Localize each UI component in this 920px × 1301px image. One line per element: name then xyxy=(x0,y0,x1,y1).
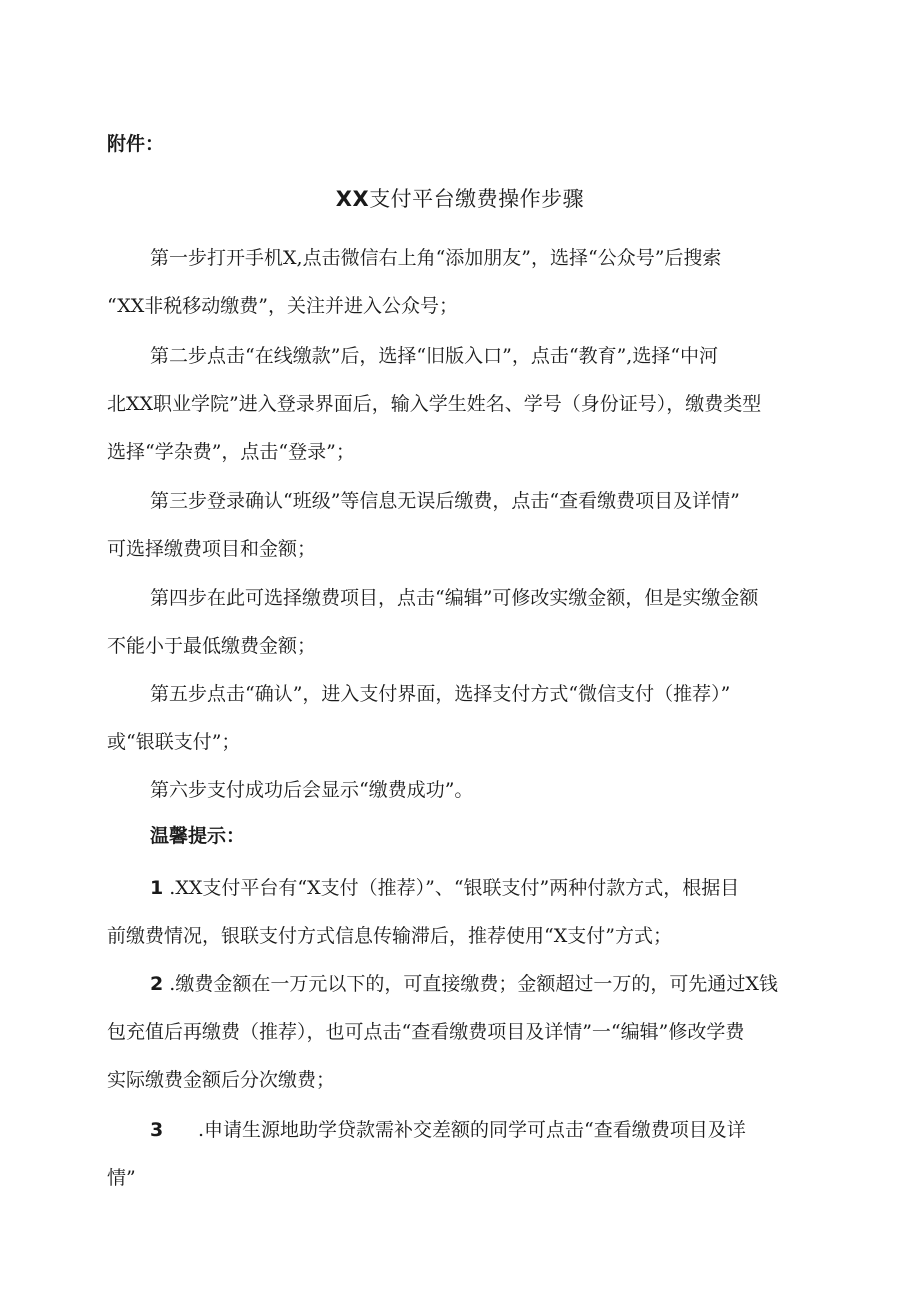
title-text: 支付平台缴费操作步骤 xyxy=(369,187,585,211)
tip-text: .申请生源地助学贷款需补交差额的同学可点击“查看缴费项目及详 xyxy=(198,1119,746,1141)
step-line: 第四步在此可选择缴费项目，点击“编辑”可修改实缴金额，但是实缴金额 xyxy=(150,587,759,609)
tip-text: .XX支付平台有“X支付（推荐）”、“银联支付”两种付款方式，根据目 xyxy=(169,877,740,899)
step-line: 第五步点击“确认”，进入支付界面，选择支付方式“微信支付（推荐）” xyxy=(150,683,731,705)
tip-number: 3 xyxy=(150,1119,164,1141)
step-line: 可选择缴费项目和金额； xyxy=(107,538,317,560)
tip-line: 前缴费情况，银联支付方式信息传输滞后，推荐使用“X支付”方式； xyxy=(107,925,672,947)
tip-line: 实际缴费金额后分次缴费； xyxy=(107,1069,336,1091)
step-line: 或“银联支付”； xyxy=(107,731,241,753)
step-line: 第六步支付成功后会显示“缴费成功”。 xyxy=(150,779,474,801)
step-4-paragraph xyxy=(107,574,823,670)
step-line: 不能小于最低缴费金额； xyxy=(107,635,317,657)
tip-line xyxy=(107,960,823,1008)
step-line: 北XX职业学院”进入登录界面后，输入学生姓名、学号（身份证号），缴费类型 xyxy=(107,393,762,415)
tip-3-paragraph xyxy=(107,1106,823,1202)
step-line: 第一步打开手机X,点击微信右上角“添加朋友”，选择“公众号”后搜索 xyxy=(150,247,722,269)
tip-2-paragraph xyxy=(107,960,823,1104)
tips-heading: 温馨提示： xyxy=(150,825,246,847)
step-line: 第二步点击“在线缴款”后，选择“旧版入口”，点击“教育”,选择“中河 xyxy=(150,345,719,367)
tip-line xyxy=(107,864,823,912)
step-6-paragraph xyxy=(107,766,823,814)
step-line: 第三步登录确认“班级”等信息无误后缴费，点击“查看缴费项目及详情” xyxy=(150,490,740,512)
step-2-paragraph xyxy=(107,332,823,476)
step-1-paragraph xyxy=(107,234,823,330)
tip-line xyxy=(107,1106,823,1154)
title-prefix: XX xyxy=(335,187,370,211)
step-5-paragraph xyxy=(107,670,823,766)
attachment-label: 附件： xyxy=(107,133,165,155)
tip-text: .缴费金额在一万元以下的，可直接缴费；金额超过一万的，可先通过X钱 xyxy=(169,973,778,995)
tip-1-paragraph xyxy=(107,864,823,960)
tip-line: 包充值后再缴费（推荐），也可点击“查看缴费项目及详情”一“编辑”修改学费 xyxy=(107,1021,745,1043)
step-line: “XX非税移动缴费”，关注并进入公众号； xyxy=(107,295,459,317)
tip-number: 2 xyxy=(150,973,164,995)
document-title xyxy=(0,184,920,214)
tip-line: 情” xyxy=(107,1167,136,1189)
tip-number: 1 xyxy=(150,877,164,899)
step-3-paragraph xyxy=(107,477,823,573)
step-line: 选择“学杂费”，点击“登录”； xyxy=(107,441,355,463)
